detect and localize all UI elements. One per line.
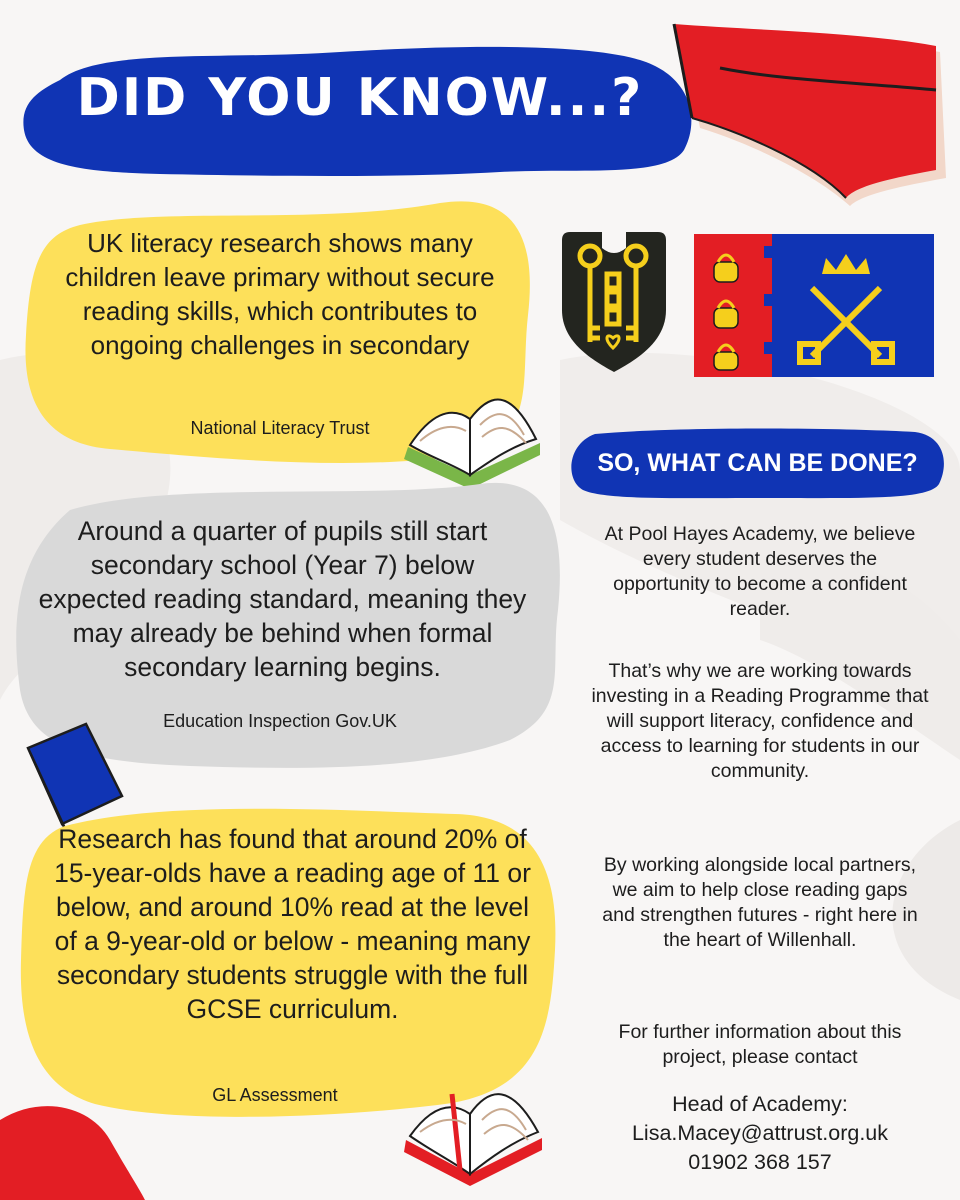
sidebar-heading: SO, WHAT CAN BE DONE? xyxy=(597,449,918,477)
fact-3-text: Research has found that around 20% of 15-year-olds have a reading age of 11 or below, and around 10% read at the level of a 9-year-old or below - meaning many secondary students struggle with the full GCSE curriculum. xyxy=(54,824,531,1024)
sidebar-paragraph-2: That’s why we are working towards investing in a Reading Programme that will support literacy, confidence and access to learning for students in our community. xyxy=(591,660,929,782)
sidebar-paragraph-3: By working alongside local partners, we aim to help close reading gaps and strengthen futures - right here in the heart of Willenhall. xyxy=(602,854,918,951)
contact-email[interactable]: Lisa.Macey@attrust.org.uk xyxy=(631,1121,889,1145)
contact-phone[interactable]: 01902 368 157 xyxy=(688,1150,832,1174)
sidebar-paragraph-4: For further information about this project, please contact xyxy=(618,1021,902,1068)
fact-2-source: Education Inspection Gov.UK xyxy=(163,711,397,731)
fact-3-source: GL Assessment xyxy=(212,1085,338,1105)
sidebar-paragraph-1: At Pool Hayes Academy, we believe every student deserves the opportunity to become a confident reader. xyxy=(604,523,916,620)
flag-keys-logo xyxy=(694,234,934,377)
fact-1-source: National Literacy Trust xyxy=(190,418,370,438)
page-title: DID YOU KNOW...? xyxy=(76,68,644,128)
fact-2-text: Around a quarter of pupils still start secondary school (Year 7) below expected reading standard, meaning they may already be behind when formal secondary learning begins. xyxy=(38,516,527,682)
contact-role: Head of Academy: xyxy=(672,1092,848,1116)
shield-keys-logo xyxy=(560,230,668,375)
red-book-icon xyxy=(660,10,960,220)
open-book-red-icon xyxy=(400,1080,550,1190)
fact-1-text: UK literacy research shows many children leave primary without secure reading skills, which contributes to ongoing challenges in secondary xyxy=(65,228,495,360)
